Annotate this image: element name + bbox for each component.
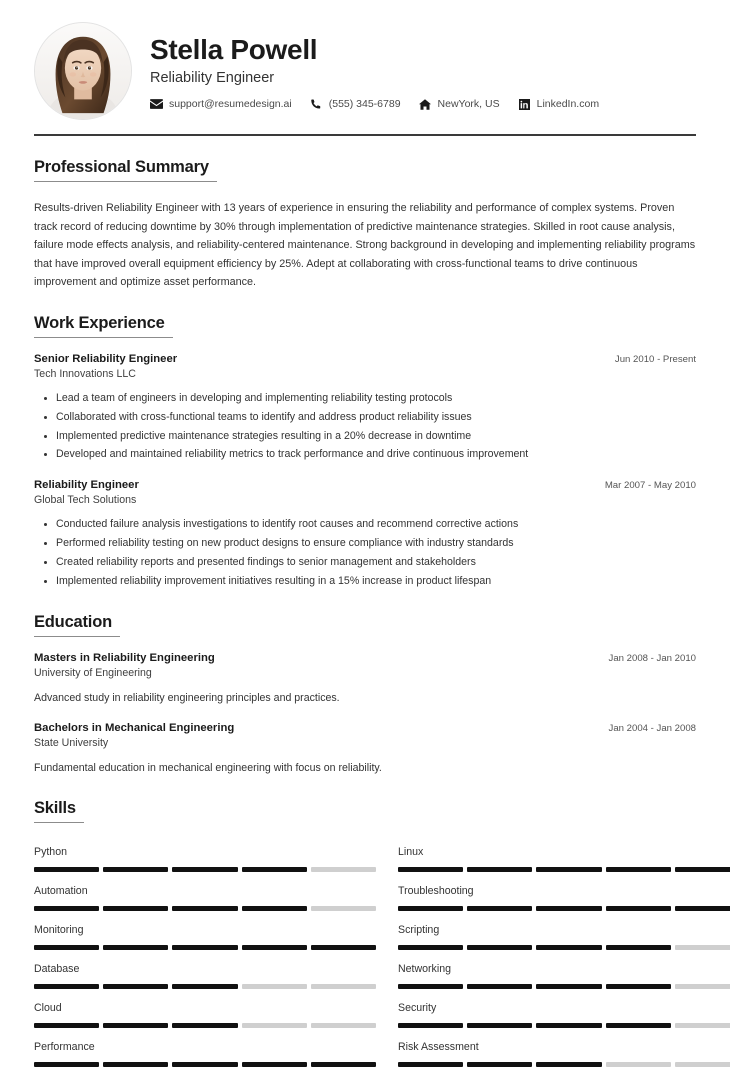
skill-segment — [34, 945, 99, 950]
skill-segment — [675, 1062, 730, 1067]
skill-segment — [172, 1023, 237, 1028]
header-divider — [34, 134, 696, 136]
skill-level-bar — [34, 945, 376, 950]
skill-segment — [536, 984, 601, 989]
skill-item — [34, 993, 376, 1032]
skill-label: Scripting — [398, 923, 440, 936]
skills-grid — [34, 837, 696, 1071]
header-text-block — [150, 32, 696, 110]
list-item: Implemented reliability improvement initiatives resulting in a 15% increase in product lifespan — [56, 572, 696, 591]
skill-segment — [675, 984, 730, 989]
skill-segment — [536, 867, 601, 872]
skill-level-bar — [34, 1023, 376, 1028]
skill-level-bar — [398, 1062, 730, 1067]
skill-segment — [311, 906, 376, 911]
skill-segment — [467, 906, 532, 911]
linkedin-icon — [518, 98, 531, 110]
skill-segment — [103, 945, 168, 950]
page-title: Stella Powell — [150, 33, 318, 65]
skill-segment — [242, 945, 307, 950]
skill-level-bar — [34, 867, 376, 872]
work-entry-head — [34, 479, 696, 491]
skill-item — [34, 876, 376, 915]
skill-segment — [242, 867, 307, 872]
contact-phone-text: (555) 345-6789 — [328, 98, 401, 111]
skill-label: Security — [398, 1001, 437, 1014]
skill-segment — [536, 906, 601, 911]
skill-segment — [536, 1062, 601, 1067]
skill-segment — [172, 1062, 237, 1067]
skill-segment — [467, 984, 532, 989]
envelope-icon — [150, 98, 163, 110]
work-role: Reliability Engineer — [34, 479, 139, 492]
skill-item — [398, 915, 730, 954]
contact-email[interactable] — [150, 98, 292, 110]
skill-segment — [606, 1023, 671, 1028]
skill-label: Python — [34, 845, 67, 858]
contact-linkedin[interactable] — [518, 98, 599, 110]
section-professional-summary — [34, 158, 696, 292]
skill-segment — [103, 984, 168, 989]
skill-level-bar — [34, 906, 376, 911]
skill-segment — [103, 1062, 168, 1067]
skill-segment — [675, 906, 730, 911]
skill-segment — [675, 867, 730, 872]
contact-location-text: NewYork, US — [437, 98, 500, 111]
skill-segment — [242, 1023, 307, 1028]
list-item: Developed and maintained reliability metrics to track performance and drive continuous improvement — [56, 445, 696, 464]
list-item: Created reliability reports and presented findings to senior management and stakeholders — [56, 553, 696, 572]
work-organization: Tech Innovations LLC — [34, 367, 136, 380]
work-entry-head — [34, 353, 696, 365]
skill-segment — [311, 945, 376, 950]
section-title-work: Work Experience — [34, 314, 173, 338]
skill-item — [398, 837, 730, 876]
skill-segment — [172, 906, 237, 911]
skill-segment — [242, 1062, 307, 1067]
skill-segment — [34, 906, 99, 911]
skill-segment — [675, 945, 730, 950]
skill-segment — [606, 1062, 671, 1067]
skill-item — [398, 876, 730, 915]
skill-segment — [311, 984, 376, 989]
skill-segment — [398, 867, 463, 872]
work-date: Mar 2007 - May 2010 — [604, 480, 696, 492]
education-entry-head — [34, 722, 696, 734]
list-item: Lead a team of engineers in developing and implementing reliability testing protocols — [56, 389, 696, 408]
skill-segment — [398, 984, 463, 989]
skill-segment — [311, 1062, 376, 1067]
profile-photo-icon — [35, 23, 131, 119]
skill-level-bar — [398, 984, 730, 989]
contact-location[interactable] — [419, 98, 500, 110]
list-item: Implemented predictive maintenance strategies resulting in a 20% decrease in downtime — [56, 427, 696, 446]
skill-segment — [103, 906, 168, 911]
skill-segment — [34, 867, 99, 872]
skill-level-bar — [398, 1023, 730, 1028]
section-title-skills: Skills — [34, 799, 84, 823]
work-bullets — [34, 515, 696, 590]
skill-level-bar — [398, 906, 730, 911]
list-item: Conducted failure analysis investigations to identify root causes and recommend corrective actions — [56, 515, 696, 534]
skill-segment — [606, 867, 671, 872]
skill-segment — [34, 1062, 99, 1067]
education-entry — [34, 722, 696, 777]
skill-segment — [467, 945, 532, 950]
skill-segment — [242, 984, 307, 989]
skill-level-bar — [398, 867, 730, 872]
skill-label: Monitoring — [34, 923, 84, 936]
skill-label: Risk Assessment — [398, 1040, 479, 1053]
skill-label: Networking — [398, 962, 451, 975]
skill-item — [34, 915, 376, 954]
skill-segment — [467, 1023, 532, 1028]
skill-segment — [675, 1023, 730, 1028]
resume-header — [34, 0, 696, 126]
skill-segment — [103, 867, 168, 872]
skill-label: Linux — [398, 845, 424, 858]
skill-segment — [172, 984, 237, 989]
skill-segment — [103, 1023, 168, 1028]
skill-level-bar — [34, 1062, 376, 1067]
education-date: Jan 2004 - Jan 2008 — [608, 722, 696, 734]
skill-level-bar — [398, 945, 730, 950]
skill-item — [398, 1032, 730, 1071]
skill-segment — [467, 867, 532, 872]
skill-item — [398, 954, 730, 993]
skill-label: Performance — [34, 1040, 95, 1053]
skill-label: Cloud — [34, 1001, 62, 1014]
work-date: Jun 2010 - Present — [614, 353, 696, 365]
skill-segment — [398, 945, 463, 950]
skill-segment — [398, 1062, 463, 1067]
skill-segment — [398, 1023, 463, 1028]
skill-segment — [606, 906, 671, 911]
skill-segment — [34, 1023, 99, 1028]
skill-item — [34, 1032, 376, 1071]
section-work-experience — [34, 314, 696, 591]
education-school: State University — [34, 736, 109, 749]
skill-item — [34, 954, 376, 993]
contact-row — [150, 98, 696, 110]
skill-label: Automation — [34, 884, 88, 897]
summary-text: Results-driven Reliability Engineer with 13 years of experience in ensuring the reliability and performance of complex systems. Proven track record of reducing downtime by 30% through implementation of predictive maintenance strategies. Skilled in root cause analysis, failure mode effects analysis, and reliability-centered maintenance. Strong background in developing and implementing reliability programs that have improved overall equipment efficiency by 25%. Adept at collaborating with cross-functional teams to drive continuous improvement and optimize asset performance. — [34, 202, 696, 289]
skill-segment — [606, 984, 671, 989]
education-school: University of Engineering — [34, 666, 152, 679]
education-date: Jan 2008 - Jan 2010 — [608, 652, 696, 664]
skill-label: Database — [34, 962, 80, 975]
work-entry — [34, 353, 696, 464]
education-entry — [34, 652, 696, 707]
education-degree: Bachelors in Mechanical Engineering — [34, 721, 235, 734]
work-bullets — [34, 389, 696, 464]
section-title-education: Education — [34, 613, 120, 637]
section-title-summary: Professional Summary — [34, 158, 217, 182]
home-icon — [419, 98, 432, 110]
education-description: Fundamental education in mechanical engineering with focus on reliability. — [34, 761, 382, 774]
skill-item — [398, 993, 730, 1032]
skill-segment — [34, 984, 99, 989]
skill-level-bar — [34, 984, 376, 989]
work-organization: Global Tech Solutions — [34, 494, 137, 507]
skill-label: Troubleshooting — [398, 884, 474, 897]
contact-email-text: support@resumedesign.ai — [169, 98, 292, 111]
skill-segment — [242, 906, 307, 911]
skill-segment — [467, 1062, 532, 1067]
skill-segment — [311, 867, 376, 872]
phone-icon — [310, 98, 323, 110]
contact-phone[interactable] — [310, 98, 401, 110]
education-description: Advanced study in reliability engineering principles and practices. — [34, 691, 340, 704]
skill-segment — [172, 867, 237, 872]
list-item: Collaborated with cross-functional teams to identify and address product reliability issues — [56, 408, 696, 427]
job-title: Reliability Engineer — [150, 70, 275, 87]
contact-linkedin-text: LinkedIn.com — [536, 98, 600, 111]
work-role: Senior Reliability Engineer — [34, 352, 178, 365]
skill-segment — [311, 1023, 376, 1028]
skill-segment — [536, 945, 601, 950]
skill-segment — [606, 945, 671, 950]
avatar — [34, 22, 132, 120]
work-entry — [34, 479, 696, 590]
skill-segment — [172, 945, 237, 950]
list-item: Performed reliability testing on new product designs to ensure compliance with industry standards — [56, 534, 696, 553]
skill-item — [34, 837, 376, 876]
education-degree: Masters in Reliability Engineering — [34, 651, 215, 664]
section-education — [34, 613, 696, 777]
education-entry-head — [34, 652, 696, 664]
skill-segment — [398, 906, 463, 911]
section-skills — [34, 799, 696, 1071]
skill-segment — [536, 1023, 601, 1028]
